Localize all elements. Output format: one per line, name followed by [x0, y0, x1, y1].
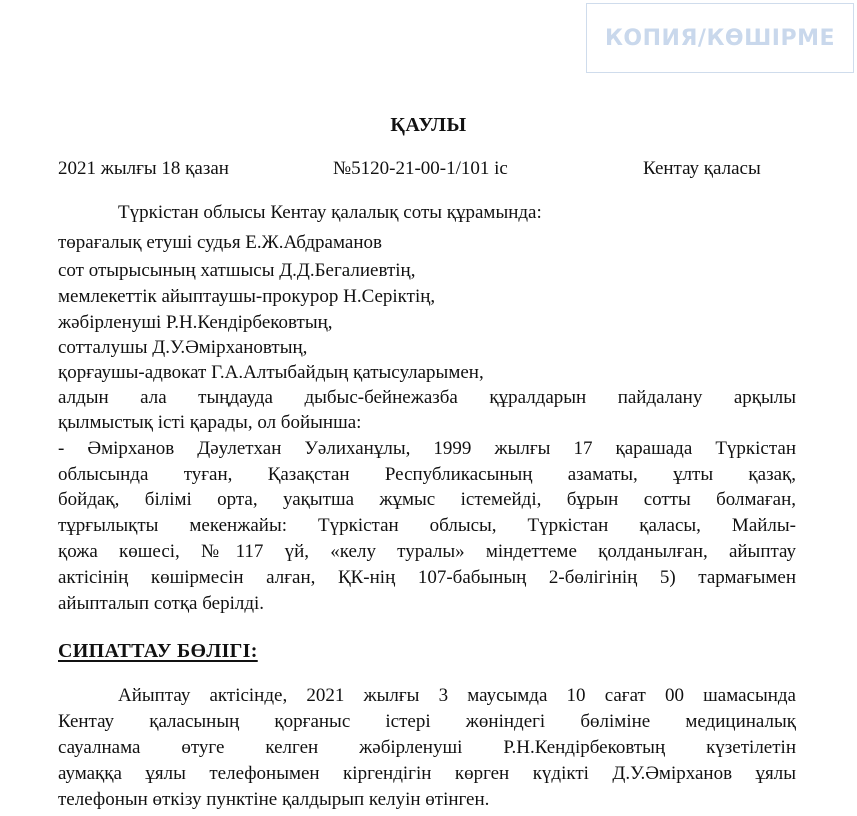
copy-stamp — [586, 3, 854, 73]
paragraph-line: сауалнама өтуге келген жәбірленуші Р.Н.Кендірбековтың күзетілетін — [58, 737, 796, 758]
paragraph-line: бойдақ, білімі орта, уақытша жұмыс істемейді, бұрын сотты болмаған, — [58, 489, 796, 510]
court-line: жәбірленуші Р.Н.Кендірбековтың, — [58, 312, 333, 333]
paragraph-line: Кентау қаласының қорғаныс істері жөніндегі бөліміне медициналық — [58, 711, 796, 732]
court-line: Түркістан облысы Кентау қалалық соты құрамында: — [118, 202, 542, 223]
case-number: №5120-21-00-1/101 іс — [333, 158, 508, 179]
paragraph-line: қожа көшесі, №117 үй, «келу туралы» міндеттеме қолданылған, айыптау — [58, 541, 796, 562]
paragraph-line: алдын ала тыңдауда дыбыс-бейнежазба құралдарын пайдалану арқылы — [58, 387, 796, 408]
paragraph-line: актісінің көшірмесін алған, ҚК-нің 107-бабының 2-бөлігінің 5) тармағымен — [58, 567, 796, 588]
paragraph-line: айыпталып сотқа берілді. — [58, 593, 265, 614]
court-line: сот отырысының хатшысы Д.Д.Бегалиевтің, — [58, 260, 416, 281]
court-line: сотталушы Д.У.Әмірхановтың, — [58, 337, 308, 358]
document-title: ҚАУЛЫ — [390, 114, 467, 136]
section-heading: СИПАТТАУ БӨЛІГІ: — [58, 640, 258, 662]
document-date: 2021 жылғы 18 қазан — [58, 158, 229, 179]
city-name: Кентау қаласы — [643, 158, 761, 179]
court-line: қорғаушы-адвокат Г.А.Алтыбайдың қатысуларымен, — [58, 362, 484, 383]
court-line: мемлекеттік айыптаушы-прокурор Н.Серіктің, — [58, 286, 436, 307]
paragraph-line: телефонын өткізу пунктіне қалдырып келуін өтінген. — [58, 789, 490, 810]
paragraph-line: аумаққа ұялы телефонымен кіргендігін көрген күдікті Д.У.Әмірханов ұялы — [58, 763, 796, 784]
paragraph-line: қылмыстық істі қарады, ол бойынша: — [58, 412, 362, 433]
paragraph-line: облысында туған, Қазақстан Республикасының азаматы, ұлты қазақ, — [58, 464, 796, 485]
copy-stamp-text: КОПИЯ/КӨШІРМЕ — [604, 25, 836, 51]
paragraph-line: Айыптау актісінде, 2021 жылғы 3 маусымда 10 сағат 00 шамасында — [118, 685, 796, 706]
court-line: төрағалық етуші судья Е.Ж.Абдраманов — [58, 232, 382, 253]
paragraph-line: - Әмірханов Дәулетхан Уәлиханұлы, 1999 жылғы 17 қарашада Түркістан — [58, 438, 796, 459]
paragraph-line: тұрғылықты мекенжайы: Түркістан облысы, Түркістан қаласы, Майлы- — [58, 515, 796, 536]
